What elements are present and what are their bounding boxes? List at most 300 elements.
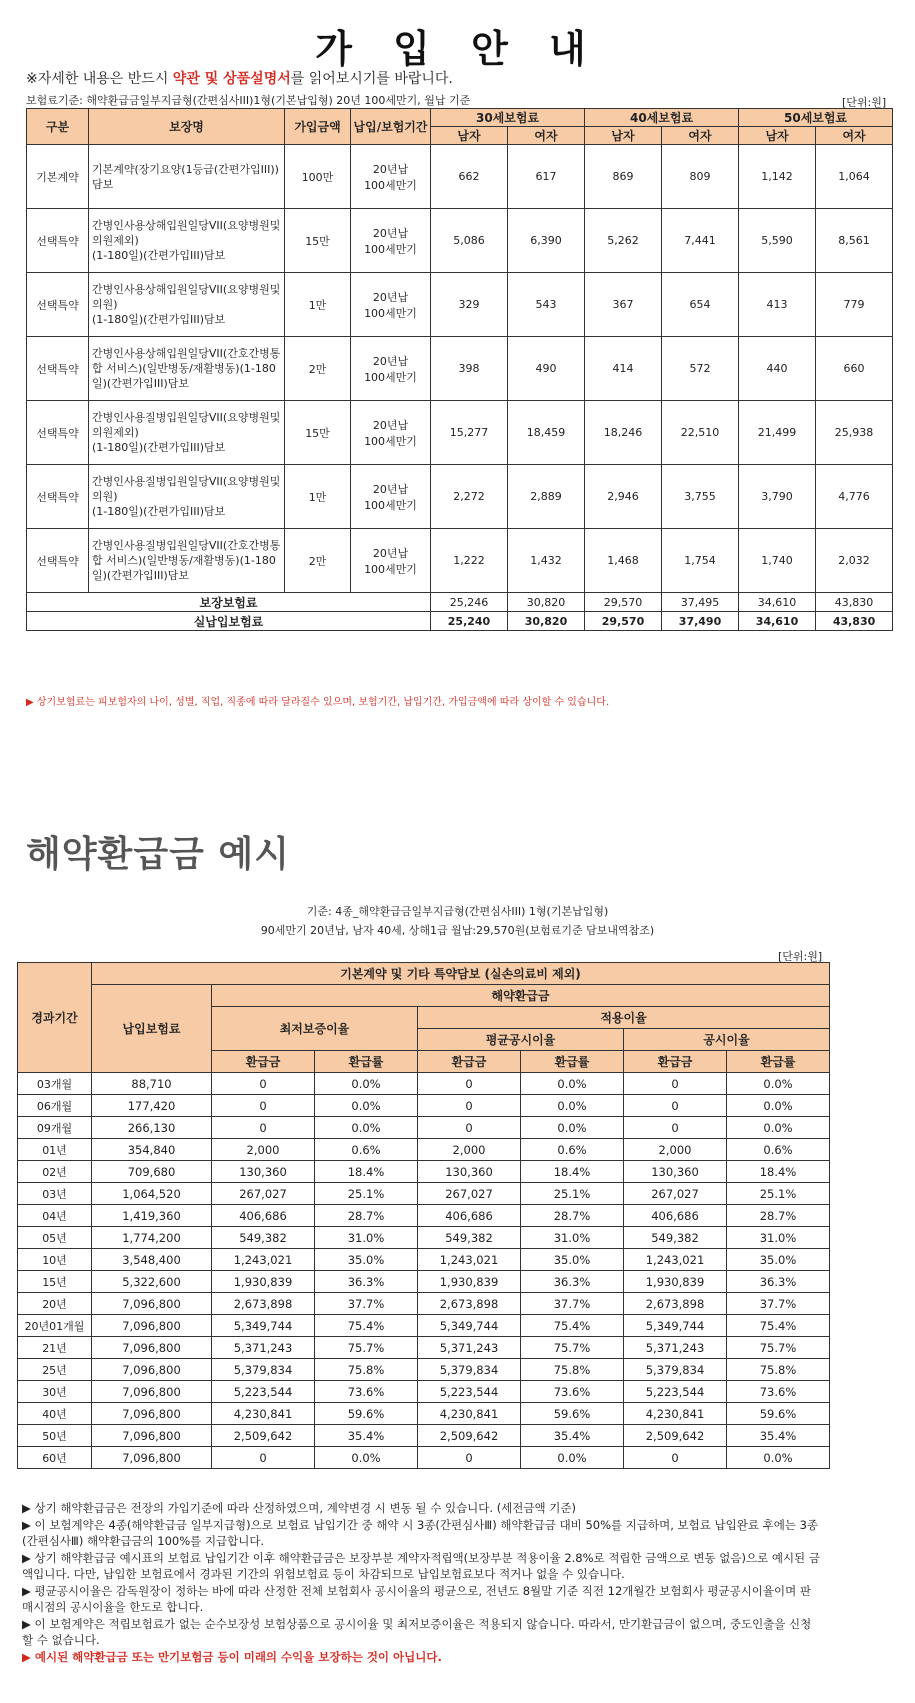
refund-ratio-cell: 35.4% [727,1425,830,1447]
premium-cell: 2,032 [816,529,893,593]
table-row [18,1117,830,1139]
header-male: 남자 [585,127,662,145]
paid-cell: 7,096,800 [92,1403,212,1425]
period-cell: 03년 [18,1183,92,1205]
section-title: 해약환급금 예시 [26,834,290,875]
refund-amount-cell: 406,686 [418,1205,521,1227]
refund-ratio-cell: 31.0% [727,1227,830,1249]
premium-cell: 2,946 [585,465,662,529]
term-cell [351,465,431,529]
refund-amount-cell: 2,509,642 [624,1425,727,1447]
refund-ratio-cell: 0.0% [727,1117,830,1139]
unit-label: [단위:원] [842,96,887,109]
premium-cell: 3,790 [739,465,816,529]
refund-ratio-cell: 75.8% [315,1359,418,1381]
premium-cell: 543 [508,273,585,337]
table-row [18,1249,830,1271]
refund-amount-cell: 0 [624,1073,727,1095]
refund-ratio-cell: 0.0% [727,1095,830,1117]
paid-cell: 7,096,800 [92,1337,212,1359]
refund-amount-cell: 1,243,021 [624,1249,727,1271]
category-cell: 선택특약 [27,465,89,529]
premium-cell: 414 [585,337,662,401]
premium-cell: 779 [816,273,893,337]
refund-ratio-cell: 0.0% [521,1095,624,1117]
table-row [27,337,893,401]
refund-ratio-cell: 35.0% [315,1249,418,1271]
term-cell [351,145,431,209]
table-row [18,1271,830,1293]
actual-cell: 29,570 [585,612,662,631]
refund-ratio-cell: 0.6% [521,1139,624,1161]
notice-prefix: ※자세한 내용은 반드시 [26,71,173,87]
refund-amount-cell: 5,349,744 [418,1315,521,1337]
refund-ratio-cell: 37.7% [521,1293,624,1315]
premium-cell: 6,390 [508,209,585,273]
term-cell [351,337,431,401]
premium-cell: 5,262 [585,209,662,273]
term-cell [351,529,431,593]
unit-label: [단위:원] [778,950,823,963]
criteria-line: 기준: 4종_해약환급금일부지급형(간편심사III) 1형(기본납입형) [306,905,609,918]
paid-cell: 1,419,360 [92,1205,212,1227]
header-refund-amount: 환급금 [418,1051,521,1073]
premium-cell: 22,510 [662,401,739,465]
table-row [27,273,893,337]
refund-amount-cell: 5,379,834 [418,1359,521,1381]
actual-cell: 30,820 [508,612,585,631]
refund-amount-cell: 0 [418,1095,521,1117]
paid-cell: 5,322,600 [92,1271,212,1293]
premium-cell: 367 [585,273,662,337]
header-age30: 30세보험료 [431,109,585,127]
premium-cell: 1,468 [585,529,662,593]
header-refund-ratio: 환급률 [315,1051,418,1073]
period-cell: 10년 [18,1249,92,1271]
premium-cell: 4,776 [816,465,893,529]
term-line: 20년납 [372,162,409,176]
header-applied-rate: 적용이율 [418,1007,830,1029]
refund-amount-cell: 0 [624,1447,727,1469]
premium-cell: 398 [431,337,508,401]
term-cell [351,273,431,337]
period-cell: 02년 [18,1161,92,1183]
term-line: 100세만기 [364,370,417,384]
table-row [18,1403,830,1425]
term-line: 100세만기 [364,178,417,192]
premium-cell: 654 [662,273,739,337]
refund-ratio-cell: 35.0% [727,1249,830,1271]
paid-cell: 7,096,800 [92,1359,212,1381]
refund-amount-cell: 5,349,744 [212,1315,315,1337]
period-cell: 03개월 [18,1073,92,1095]
period-cell: 40년 [18,1403,92,1425]
header-refund-amount: 환급금 [624,1051,727,1073]
refund-amount-cell: 0 [624,1095,727,1117]
refund-ratio-cell: 0.0% [521,1447,624,1469]
term-line: 100세만기 [364,242,417,256]
refund-amount-cell: 130,360 [624,1161,727,1183]
paid-cell: 1,774,200 [92,1227,212,1249]
term-line: 20년납 [372,290,409,304]
refund-amount-cell: 1,930,839 [418,1271,521,1293]
refund-ratio-cell: 25.1% [521,1183,624,1205]
term-cell [351,401,431,465]
period-cell: 30년 [18,1381,92,1403]
premium-cell: 3,755 [662,465,739,529]
premium-cell: 572 [662,337,739,401]
premium-cell: 869 [585,145,662,209]
amount-cell: 2만 [285,337,351,401]
period-cell: 20년01개월 [18,1315,92,1337]
header-age50: 50세보험료 [739,109,893,127]
header-male: 남자 [739,127,816,145]
refund-ratio-cell: 75.8% [727,1359,830,1381]
refund-ratio-cell: 75.7% [315,1337,418,1359]
period-cell: 06개월 [18,1095,92,1117]
refund-ratio-cell: 31.0% [315,1227,418,1249]
period-cell: 21년 [18,1337,92,1359]
period-cell: 50년 [18,1425,92,1447]
refund-ratio-cell: 59.6% [315,1403,418,1425]
premium-cell: 809 [662,145,739,209]
table-row [27,401,893,465]
refund-ratio-cell: 18.4% [315,1161,418,1183]
paid-cell: 709,680 [92,1161,212,1183]
paid-cell: 354,840 [92,1139,212,1161]
amount-cell: 100만 [285,145,351,209]
table-row [18,1161,830,1183]
term-line: 20년납 [372,226,409,240]
category-cell: 선택특약 [27,209,89,273]
premium-cell: 15,277 [431,401,508,465]
refund-amount-cell: 549,382 [624,1227,727,1249]
actual-cell: 34,610 [739,612,816,631]
refund-amount-cell: 0 [624,1117,727,1139]
premium-footnote: ▶ 상기보험료는 피보험자의 나이, 성별, 직업, 직종에 따라 달라질수 있으며, 보험기간, 납입기간, 가입금액에 따라 상이할 수 있습니다. [26,697,610,708]
notice-text [26,68,453,88]
premium-cell: 329 [431,273,508,337]
refund-amount-cell: 1,930,839 [212,1271,315,1293]
refund-ratio-cell: 73.6% [315,1381,418,1403]
premium-cell: 1,064 [816,145,893,209]
category-cell: 선택특약 [27,337,89,401]
paid-cell: 7,096,800 [92,1381,212,1403]
refund-amount-cell: 4,230,841 [418,1403,521,1425]
table-row [27,465,893,529]
refund-amount-cell: 4,230,841 [624,1403,727,1425]
note-item: ▶ 이 보험계약은 적립보험료가 없는 순수보장성 보험상품으로 공시이율 및 최저보증이율은 적용되지 않습니다. 따라서, 만기환급금이 없으며, 중도인출을 신청 할 수 없습니다. [22,1617,812,1647]
paid-cell: 177,420 [92,1095,212,1117]
table-row [27,145,893,209]
premium-basis: 보험료기준: 해약환급금일부지급형(간편심사III)1형(기본납입형) 20년 100세만기, 월납 기준 [26,94,471,107]
header-female: 여자 [508,127,585,145]
premium-cell: 490 [508,337,585,401]
refund-amount-cell: 130,360 [418,1161,521,1183]
premium-cell: 662 [431,145,508,209]
table-row [18,1095,830,1117]
header-refund-amount: 환급금 [212,1051,315,1073]
coverage-name-cell: 간병인사용상해입원일당VII(요양병원및 의원) (1-180일)(간편가입III)담보 [89,273,285,337]
period-cell: 25년 [18,1359,92,1381]
total-row [27,593,893,612]
paid-cell: 7,096,800 [92,1315,212,1337]
note-item: ▶ 상기 해약환급금 예시표의 보험료 납입기간 이후 해약환급금은 보장부분 계약자적립액(보장부분 적용이율 2.8%로 적립한 금액으로 변동 없음)으로 예시된 금액입니다. 다만, 납입한 보험료에서 경과된 기간의 위험보험료 등이 차감되므로 납입보험료보다 적거나 없을 수 있습니다. [22,1551,820,1581]
header-group: 기본계약 및 기타 특약담보 (실손의료비 제외) [92,963,830,985]
coverage-name-cell: 간병인사용상해입원일당VII(간호간병통합 서비스)(일반병동/재활병동)(1-180일)(간편가입III)담보 [89,337,285,401]
table-row [18,1073,830,1095]
header-male: 남자 [431,127,508,145]
refund-amount-cell: 0 [212,1447,315,1469]
refund-ratio-cell: 0.0% [521,1117,624,1139]
paid-cell: 7,096,800 [92,1447,212,1469]
note-item: ▶ 이 보험계약은 4종(해약환급금 일부지급형)으로 보험료 납입기간 중 해약 시 3종(간편심사Ⅲ) 해약환급금 대비 50%를 지급하며, 보험료 납입완료 후에는 3종 (간편심사Ⅲ) 해약환급금의 100%를 지급합니다. [22,1518,818,1548]
notice-highlight: 약관 및 상품설명서 [172,71,291,87]
refund-amount-cell: 2,000 [212,1139,315,1161]
refund-notes [22,1500,822,1666]
header-category: 구분 [27,109,89,145]
coverage-name-cell: 간병인사용질병입원일당VII(간호간병통합 서비스)(일반병동/재활병동)(1-180일)(간편가입III)담보 [89,529,285,593]
total-cell: 37,495 [662,593,739,612]
term-line: 20년납 [372,418,409,432]
refund-ratio-cell: 36.3% [727,1271,830,1293]
refund-ratio-cell: 18.4% [521,1161,624,1183]
total-cell: 43,830 [816,593,893,612]
refund-ratio-cell: 75.7% [521,1337,624,1359]
premium-cell: 5,590 [739,209,816,273]
amount-cell: 15만 [285,401,351,465]
refund-ratio-cell: 28.7% [521,1205,624,1227]
header-paid: 납입보험료 [92,985,212,1073]
premium-cell: 18,459 [508,401,585,465]
premium-cell: 413 [739,273,816,337]
table-row [18,1293,830,1315]
coverage-name-cell: 기본계약(장기요양(1등급(간편가입III))담보 [89,145,285,209]
refund-amount-cell: 0 [418,1073,521,1095]
refund-amount-cell: 5,371,243 [624,1337,727,1359]
refund-amount-cell: 0 [418,1447,521,1469]
refund-ratio-cell: 75.8% [521,1359,624,1381]
refund-ratio-cell: 75.4% [727,1315,830,1337]
premium-cell: 2,272 [431,465,508,529]
refund-ratio-cell: 59.6% [521,1403,624,1425]
refund-amount-cell: 2,673,898 [624,1293,727,1315]
header-min-rate: 최저보증이율 [212,1007,418,1051]
header-refund-ratio: 환급률 [521,1051,624,1073]
premium-cell: 18,246 [585,401,662,465]
refund-ratio-cell: 36.3% [521,1271,624,1293]
table-row [18,1139,830,1161]
header-term: 납입/보험기간 [351,109,431,145]
refund-amount-cell: 130,360 [212,1161,315,1183]
notice-suffix: 를 읽어보시기를 바랍니다. [290,71,453,87]
premium-cell: 1,222 [431,529,508,593]
period-cell: 60년 [18,1447,92,1469]
term-line: 100세만기 [364,498,417,512]
warning-note: ▶ 예시된 해약환급금 또는 만기보험금 등이 미래의 수익을 보장하는 것이 아닙니다. [22,1650,442,1664]
refund-ratio-cell: 73.6% [521,1381,624,1403]
premium-cell: 5,086 [431,209,508,273]
header-avg-rate: 평균공시이율 [418,1029,624,1051]
header-age40: 40세보험료 [585,109,739,127]
refund-criteria [0,902,915,940]
period-cell: 09개월 [18,1117,92,1139]
refund-amount-cell: 2,673,898 [212,1293,315,1315]
refund-amount-cell: 267,027 [624,1183,727,1205]
refund-amount-cell: 5,371,243 [418,1337,521,1359]
term-line: 20년납 [372,546,409,560]
refund-amount-cell: 5,379,834 [624,1359,727,1381]
actual-cell: 43,830 [816,612,893,631]
coverage-name-cell: 간병인사용상해입원일당VII(요양병원및 의원제외) (1-180일)(간편가입III)담보 [89,209,285,273]
refund-amount-cell: 5,379,834 [212,1359,315,1381]
refund-ratio-cell: 25.1% [727,1183,830,1205]
actual-cell: 37,490 [662,612,739,631]
refund-amount-cell: 4,230,841 [212,1403,315,1425]
coverage-name-cell: 간병인사용질병입원일당VII(요양병원및 의원제외) (1-180일)(간편가입III)담보 [89,401,285,465]
refund-table [17,962,830,1469]
refund-amount-cell: 0 [212,1117,315,1139]
total-label: 보장보험료 [27,593,431,612]
refund-ratio-cell: 0.0% [727,1447,830,1469]
paid-cell: 266,130 [92,1117,212,1139]
refund-ratio-cell: 0.0% [315,1117,418,1139]
refund-ratio-cell: 0.6% [727,1139,830,1161]
period-cell: 04년 [18,1205,92,1227]
header-amount: 가입금액 [285,109,351,145]
amount-cell: 1만 [285,273,351,337]
refund-ratio-cell: 0.0% [521,1073,624,1095]
total-cell: 25,246 [431,593,508,612]
header-pub-rate: 공시이율 [624,1029,830,1051]
refund-amount-cell: 2,673,898 [418,1293,521,1315]
refund-amount-cell: 5,349,744 [624,1315,727,1337]
refund-amount-cell: 0 [212,1095,315,1117]
refund-ratio-cell: 31.0% [521,1227,624,1249]
premium-cell: 617 [508,145,585,209]
actual-row [27,612,893,631]
paid-cell: 1,064,520 [92,1183,212,1205]
refund-ratio-cell: 28.7% [315,1205,418,1227]
refund-amount-cell: 267,027 [212,1183,315,1205]
premium-cell: 7,441 [662,209,739,273]
refund-amount-cell: 549,382 [212,1227,315,1249]
actual-cell: 25,240 [431,612,508,631]
total-cell: 29,570 [585,593,662,612]
header-refund: 해약환급금 [212,985,830,1007]
premium-cell: 8,561 [816,209,893,273]
refund-amount-cell: 406,686 [624,1205,727,1227]
table-row [18,1205,830,1227]
refund-amount-cell: 549,382 [418,1227,521,1249]
note-item: ▶ 상기 해약환급금은 전장의 가입기준에 따라 산정하였으며, 계약변경 시 변동 될 수 있습니다. (세전금액 기준) [22,1501,576,1515]
refund-ratio-cell: 0.0% [315,1447,418,1469]
premium-cell: 1,142 [739,145,816,209]
refund-amount-cell: 5,223,544 [212,1381,315,1403]
refund-amount-cell: 1,930,839 [624,1271,727,1293]
table-row [18,1359,830,1381]
page-title: 가 입 안 내 [315,27,600,71]
table-row [18,1315,830,1337]
term-line: 20년납 [372,482,409,496]
header-refund-ratio: 환급률 [727,1051,830,1073]
premium-cell: 1,740 [739,529,816,593]
refund-ratio-cell: 35.4% [315,1425,418,1447]
criteria-line: 90세만기 20년납, 남자 40세, 상해1급 월납:29,570원(보험료기준 담보내역참조) [260,924,655,937]
refund-ratio-cell: 37.7% [315,1293,418,1315]
header-period: 경과기간 [18,963,92,1073]
refund-amount-cell: 2,509,642 [418,1425,521,1447]
amount-cell: 1만 [285,465,351,529]
term-line: 20년납 [372,354,409,368]
refund-ratio-cell: 0.0% [315,1073,418,1095]
refund-ratio-cell: 36.3% [315,1271,418,1293]
period-cell: 01년 [18,1139,92,1161]
premium-cell: 1,432 [508,529,585,593]
header-female: 여자 [816,127,893,145]
period-cell: 05년 [18,1227,92,1249]
actual-label: 실납입보험료 [27,612,431,631]
refund-ratio-cell: 37.7% [727,1293,830,1315]
total-cell: 34,610 [739,593,816,612]
table-row [27,529,893,593]
refund-ratio-cell: 18.4% [727,1161,830,1183]
refund-amount-cell: 0 [418,1117,521,1139]
premium-cell: 1,754 [662,529,739,593]
refund-ratio-cell: 75.7% [727,1337,830,1359]
amount-cell: 15만 [285,209,351,273]
period-cell: 15년 [18,1271,92,1293]
premium-cell: 440 [739,337,816,401]
refund-ratio-cell: 35.0% [521,1249,624,1271]
paid-cell: 88,710 [92,1073,212,1095]
refund-ratio-cell: 75.4% [315,1315,418,1337]
category-cell: 선택특약 [27,401,89,465]
note-item: ▶ 평균공시이율은 감독원장이 정하는 바에 따라 산정한 전체 보험회사 공시이율의 평균으로, 전년도 8월말 기준 직전 12개월간 보험회사 평균공시이율이며 판매시점의 공시이율을 한도로 합니다. [22,1584,811,1614]
table-row [18,1183,830,1205]
table-row [18,1227,830,1249]
amount-cell: 2만 [285,529,351,593]
category-cell: 선택특약 [27,273,89,337]
table-row [27,209,893,273]
premium-cell: 25,938 [816,401,893,465]
period-cell: 20년 [18,1293,92,1315]
refund-ratio-cell: 75.4% [521,1315,624,1337]
premium-cell: 660 [816,337,893,401]
refund-amount-cell: 406,686 [212,1205,315,1227]
refund-ratio-cell: 0.6% [315,1139,418,1161]
total-cell: 30,820 [508,593,585,612]
refund-amount-cell: 2,000 [624,1139,727,1161]
refund-amount-cell: 0 [212,1073,315,1095]
coverage-name-cell: 간병인사용질병입원일당VII(요양병원및 의원) (1-180일)(간편가입III)담보 [89,465,285,529]
refund-amount-cell: 1,243,021 [212,1249,315,1271]
refund-amount-cell: 5,223,544 [418,1381,521,1403]
refund-amount-cell: 5,371,243 [212,1337,315,1359]
term-line: 100세만기 [364,562,417,576]
table-row [18,1337,830,1359]
refund-ratio-cell: 0.0% [315,1095,418,1117]
refund-amount-cell: 267,027 [418,1183,521,1205]
refund-ratio-cell: 0.0% [727,1073,830,1095]
header-female: 여자 [662,127,739,145]
refund-ratio-cell: 25.1% [315,1183,418,1205]
refund-ratio-cell: 59.6% [727,1403,830,1425]
premium-table [26,108,893,631]
table-row [18,1447,830,1469]
table-row [18,1381,830,1403]
paid-cell: 3,548,400 [92,1249,212,1271]
